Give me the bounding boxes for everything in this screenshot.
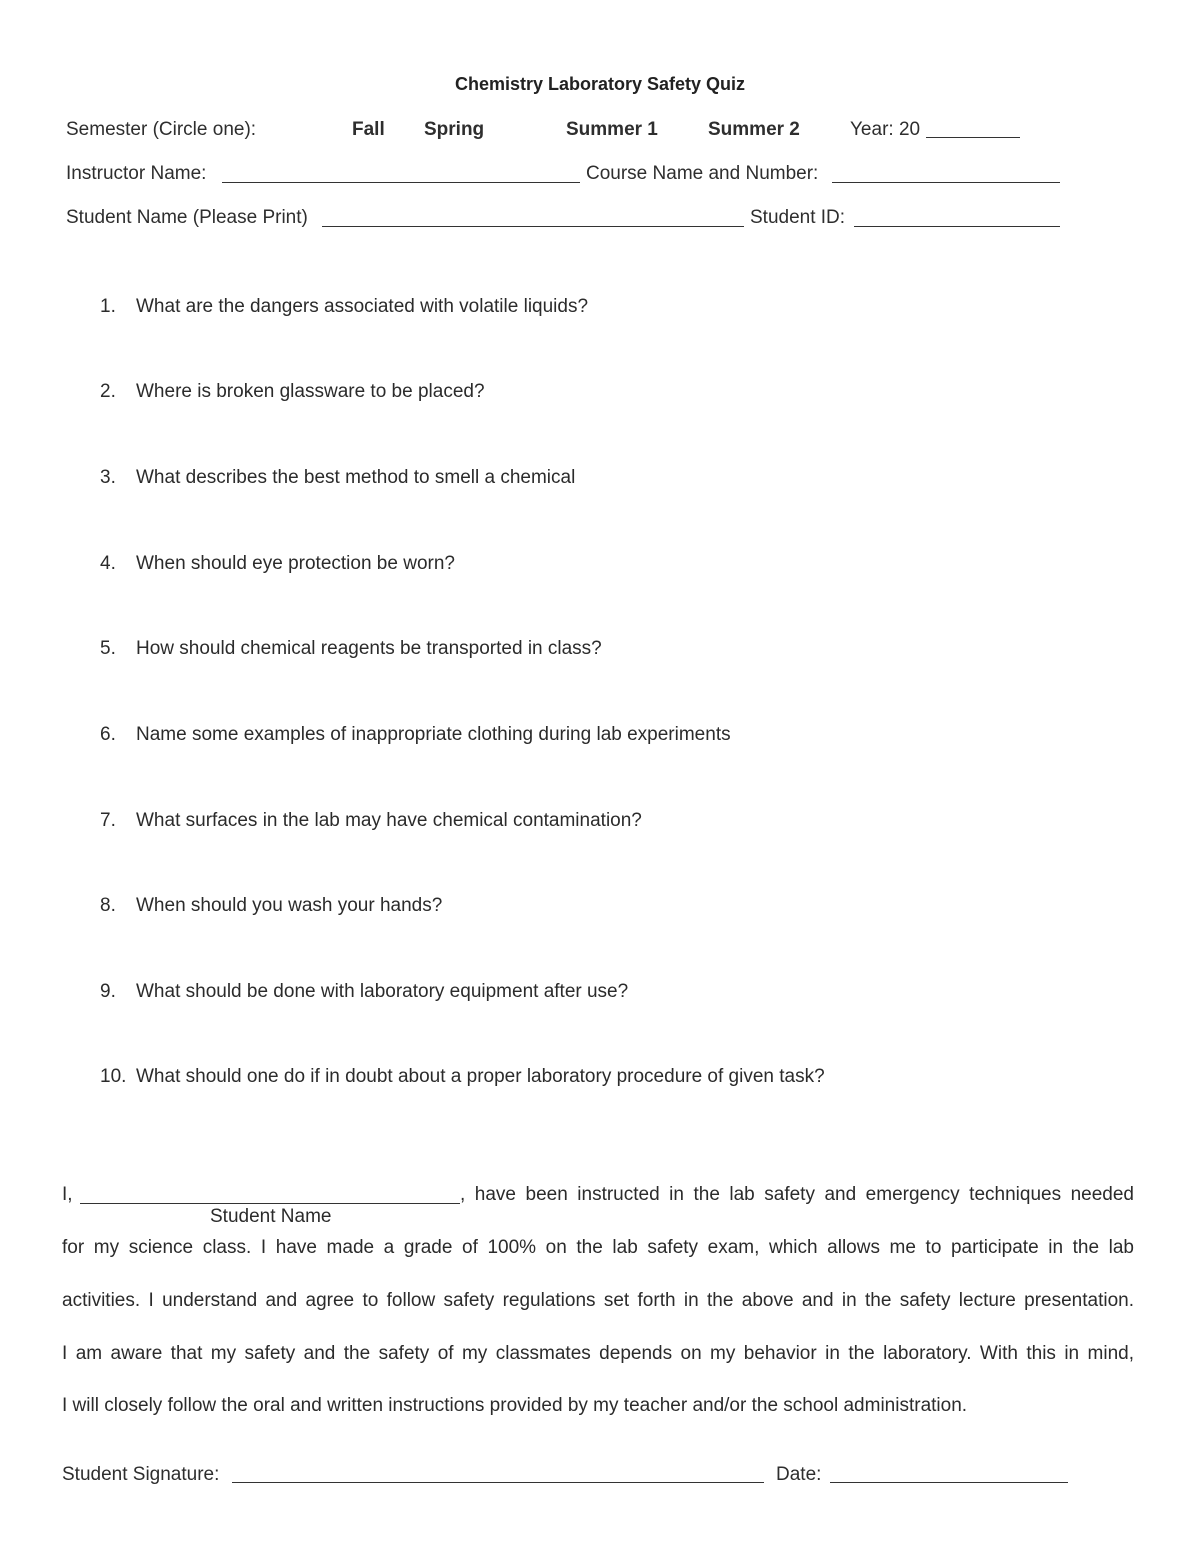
signature-field[interactable] xyxy=(232,1482,764,1483)
question-number: 9. xyxy=(100,981,116,1002)
question-item xyxy=(100,981,628,1003)
question-number: 8. xyxy=(100,895,116,916)
question-text: When should you wash your hands? xyxy=(136,895,443,916)
student-id-field[interactable] xyxy=(854,226,1060,227)
question-item xyxy=(100,467,575,489)
statement-student-name-field[interactable] xyxy=(80,1203,460,1204)
question-item xyxy=(100,1066,825,1088)
question-number: 1. xyxy=(100,296,116,317)
statement-line: for my science class. I have made a grade of 100% on the lab safety exam, which allows me to participate in the lab xyxy=(62,1237,1134,1258)
question-text: What are the dangers associated with volatile liquids? xyxy=(136,296,589,317)
question-number: 7. xyxy=(100,810,116,831)
question-text: How should chemical reagents be transported in class? xyxy=(136,638,602,659)
date-label: Date: xyxy=(776,1464,822,1485)
date-field[interactable] xyxy=(830,1482,1068,1483)
student-name-caption: Student Name xyxy=(210,1206,332,1227)
course-field[interactable] xyxy=(832,182,1060,183)
question-item xyxy=(100,895,442,917)
statement-line: I am aware that my safety and the safety of my classmates depends on my behavior in the laboratory. With this in mind, xyxy=(62,1343,1134,1364)
question-text: What surfaces in the lab may have chemical contamination? xyxy=(136,810,642,831)
statement-prefix: I, xyxy=(62,1184,73,1205)
semester-option-summer-1[interactable]: Summer 1 xyxy=(566,119,658,140)
instructor-field[interactable] xyxy=(222,182,580,183)
question-number: 2. xyxy=(100,381,116,402)
statement-line: activities. I understand and agree to follow safety regulations set forth in the above and in the safety lecture presentation. xyxy=(62,1290,1134,1311)
instructor-label: Instructor Name: xyxy=(66,163,207,184)
question-number: 6. xyxy=(100,724,116,745)
question-text: What describes the best method to smell a chemical xyxy=(136,467,576,488)
statement-suffix: , have been instructed in the lab safety and emergency techniques needed xyxy=(460,1184,1134,1205)
semester-option-spring[interactable]: Spring xyxy=(424,119,485,140)
question-item xyxy=(100,724,731,746)
question-text: Name some examples of inappropriate clothing during lab experiments xyxy=(136,724,731,745)
student-name-label: Student Name (Please Print) xyxy=(66,207,308,228)
question-item xyxy=(100,553,455,575)
student-id-label: Student ID: xyxy=(750,207,846,228)
year-label: Year: 20 xyxy=(850,119,921,140)
course-label: Course Name and Number: xyxy=(586,163,819,184)
question-item xyxy=(100,381,485,403)
question-item xyxy=(100,638,602,660)
student-name-field[interactable] xyxy=(322,226,744,227)
page-title: Chemistry Laboratory Safety Quiz xyxy=(454,74,746,94)
question-item xyxy=(100,296,588,318)
question-text: Where is broken glassware to be placed? xyxy=(136,381,485,402)
semester-label: Semester (Circle one): xyxy=(66,119,257,140)
question-text: What should one do if in doubt about a proper laboratory procedure of given task? xyxy=(136,1066,825,1087)
question-item xyxy=(100,810,642,832)
year-field[interactable] xyxy=(926,137,1020,138)
statement-line: I will closely follow the oral and written instructions provided by my teacher and/or the school administration. xyxy=(62,1395,968,1416)
question-text: What should be done with laboratory equipment after use? xyxy=(136,981,629,1002)
signature-label: Student Signature: xyxy=(62,1464,220,1485)
question-text: When should eye protection be worn? xyxy=(136,553,455,574)
question-number: 3. xyxy=(100,467,116,488)
semester-option-fall[interactable]: Fall xyxy=(352,119,385,140)
question-number: 10. xyxy=(100,1066,127,1087)
semester-option-summer-2[interactable]: Summer 2 xyxy=(708,119,800,140)
question-number: 5. xyxy=(100,638,116,659)
question-number: 4. xyxy=(100,553,116,574)
